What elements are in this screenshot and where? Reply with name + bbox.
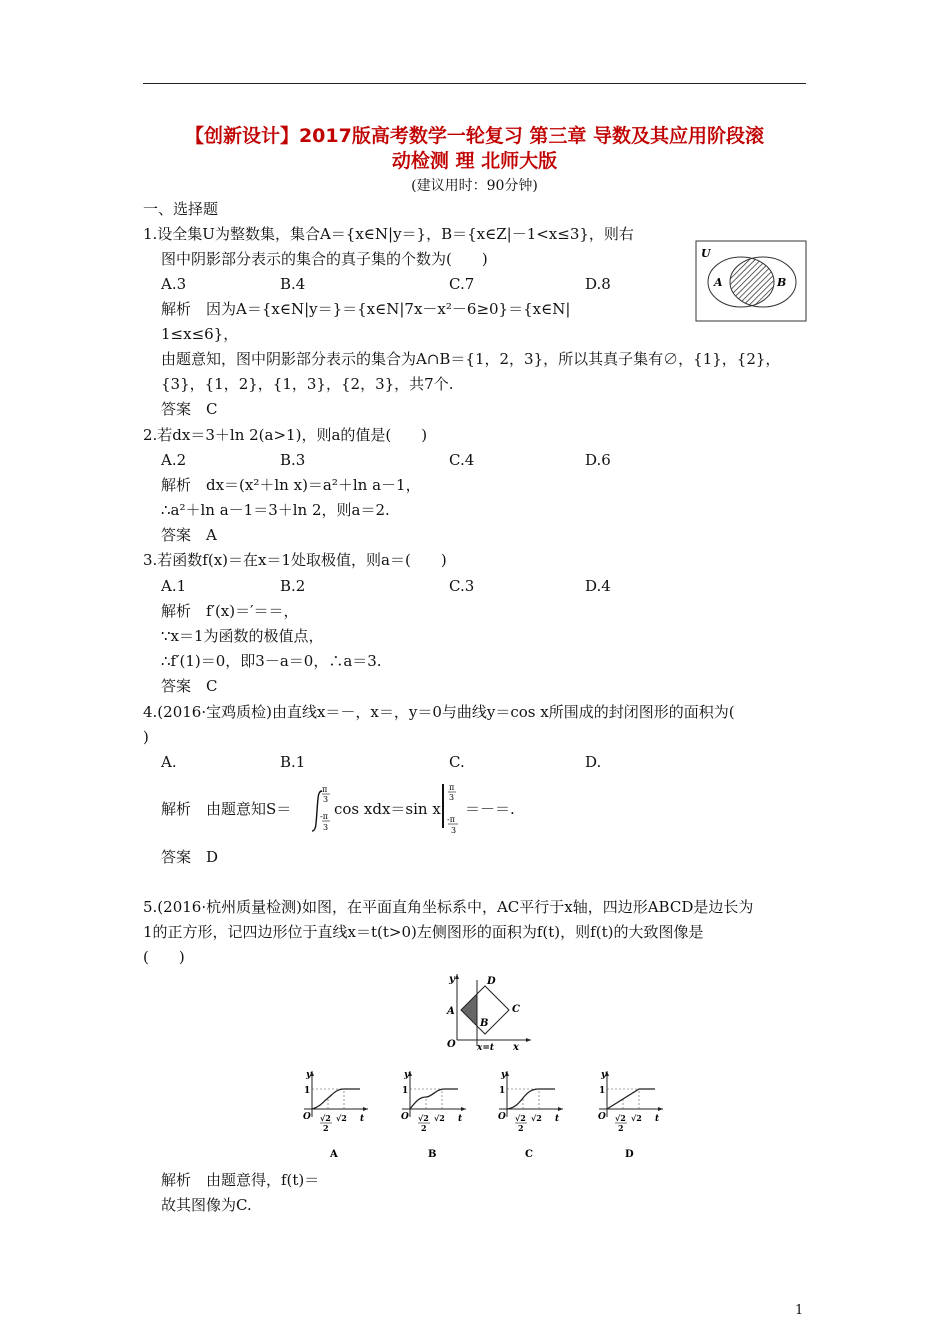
q3-option-a: A.1 bbox=[161, 577, 187, 595]
graph-option-letter: D bbox=[625, 1149, 634, 1159]
option-curve bbox=[312, 1089, 360, 1109]
option-curve bbox=[507, 1089, 555, 1109]
q1-option-a: A.3 bbox=[161, 275, 187, 293]
graph-tick2: √2 bbox=[631, 1113, 642, 1123]
graph-tick1-den: 2 bbox=[323, 1123, 329, 1133]
q1-analysis-line2: 1≤x≤6}， bbox=[161, 325, 239, 343]
graph-t-label: t bbox=[555, 1114, 560, 1124]
q2-option-c: C.4 bbox=[449, 451, 475, 469]
page-number: 1 bbox=[795, 1303, 804, 1318]
venn-label-b: B bbox=[777, 276, 787, 289]
q1-option-c: C.7 bbox=[449, 275, 475, 293]
q4-option-b: B.1 bbox=[280, 753, 306, 771]
fig-label-c: C bbox=[512, 1004, 520, 1015]
q2-analysis-line1: 解析 dx＝(x²＋ln x)＝a²＋ln a－1， bbox=[161, 476, 421, 494]
bar-upper-num: π bbox=[449, 783, 455, 792]
q4-analysis-integrand: cos xdx＝sin x bbox=[334, 800, 441, 818]
q3-stem: 3.若函数f(x)＝在x＝1处取极值，则a＝( ) bbox=[143, 551, 447, 569]
venn-label-a: A bbox=[714, 276, 723, 289]
option-graph-a bbox=[300, 1067, 372, 1159]
option-graph-d bbox=[595, 1067, 667, 1159]
section-heading: 一、选择题 bbox=[143, 200, 219, 218]
graph-tick1: √2 bbox=[615, 1113, 626, 1123]
graph-tick1: √2 bbox=[418, 1113, 429, 1123]
graph-tick1-den: 2 bbox=[421, 1123, 427, 1133]
fig-label-o: O bbox=[447, 1039, 456, 1050]
q4-option-d: D. bbox=[585, 753, 602, 771]
q5-stem-line2: 1的正方形，记四边形位于直线x＝t(t>0)左侧图形的面积为f(t)，则f(t)的大致图像是 bbox=[143, 923, 704, 941]
q1-stem-line1: 1.设全集U为整数集，集合A＝{x∈N|y＝}，B＝{x∈Z|－1<x≤3}，则右 bbox=[143, 225, 634, 243]
header-rule bbox=[143, 83, 806, 84]
graph-one-label: 1 bbox=[599, 1086, 606, 1096]
q1-analysis-line1: 解析 因为A＝{x∈N|y＝}＝{x∈N|7x－x²－6≥0}＝{x∈N| bbox=[161, 300, 571, 318]
q2-option-b: B.3 bbox=[280, 451, 306, 469]
option-curve bbox=[410, 1089, 458, 1109]
graph-option-letter: A bbox=[330, 1149, 338, 1159]
graph-y-label: y bbox=[601, 1070, 607, 1080]
option-graph-b bbox=[398, 1067, 470, 1159]
graph-tick2: √2 bbox=[531, 1113, 542, 1123]
q2-stem: 2.若dx＝3＋ln 2(a>1)，则a的值是( ) bbox=[143, 426, 428, 444]
graph-option-letter: C bbox=[525, 1149, 533, 1159]
option-curve bbox=[607, 1089, 655, 1109]
time-note: (建议用时：90分钟) bbox=[411, 178, 538, 194]
graph-t-label: t bbox=[458, 1114, 463, 1124]
graph-y-label: y bbox=[404, 1070, 410, 1080]
q1-answer: 答案 C bbox=[161, 400, 218, 418]
graph-o-label: O bbox=[401, 1112, 409, 1122]
integral-upper-num: π bbox=[322, 785, 328, 794]
document-title-line1: 【创新设计】2017版高考数学一轮复习 第三章 导数及其应用阶段滚 bbox=[184, 125, 765, 147]
graph-tick1: √2 bbox=[515, 1113, 526, 1123]
shaded-region bbox=[461, 994, 477, 1026]
graph-tick1-den: 2 bbox=[518, 1123, 524, 1133]
q4-analysis-result: ＝－＝. bbox=[465, 800, 515, 818]
q4-option-a: A. bbox=[161, 753, 177, 771]
fig-label-y: y bbox=[449, 974, 455, 985]
evaluation-bar bbox=[440, 780, 468, 840]
q1-option-d: D.8 bbox=[585, 275, 611, 293]
graph-y-label: y bbox=[306, 1070, 312, 1080]
graph-tick2: √2 bbox=[434, 1113, 445, 1123]
q4-analysis-prefix: 解析 由题意知S＝ bbox=[161, 800, 292, 818]
graph-one-label: 1 bbox=[304, 1086, 311, 1096]
graph-o-label: O bbox=[303, 1112, 311, 1122]
q5-stem-line3: ( ) bbox=[143, 948, 185, 966]
q1-analysis-line4: {3}，{1，2}，{1，3}，{2，3}，共7个. bbox=[161, 375, 454, 393]
q4-stem-line1: 4.(2016·宝鸡质检)由直线x＝－，x＝，y＝0与曲线y＝cos x所围成的封闭图形的面积为( bbox=[143, 703, 735, 721]
graph-tick2: √2 bbox=[336, 1113, 347, 1123]
q2-analysis-line2: ∴a²＋ln a－1＝3＋ln 2，则a＝2. bbox=[161, 501, 390, 519]
q1-stem-line2: 图中阴影部分表示的集合的真子集的个数为( ) bbox=[161, 250, 488, 268]
graph-tick1: √2 bbox=[320, 1113, 331, 1123]
q2-option-a: A.2 bbox=[161, 451, 187, 469]
graph-o-label: O bbox=[498, 1112, 506, 1122]
graph-option-letter: B bbox=[428, 1149, 437, 1159]
option-graph-c bbox=[495, 1067, 567, 1159]
q3-option-b: B.2 bbox=[280, 577, 306, 595]
bar-upper-den: 3 bbox=[449, 793, 455, 802]
fig-label-d: D bbox=[487, 976, 496, 987]
q2-option-d: D.6 bbox=[585, 451, 611, 469]
integral-lower-num: -π bbox=[320, 812, 328, 821]
q4-option-c: C. bbox=[449, 753, 465, 771]
document-title-line2: 动检测 理 北师大版 bbox=[391, 150, 558, 172]
q3-option-d: D.4 bbox=[585, 577, 611, 595]
q4-answer: 答案 D bbox=[161, 848, 219, 866]
q5-analysis-line2: 故其图像为C. bbox=[161, 1196, 252, 1214]
fig-label-b: B bbox=[480, 1018, 489, 1029]
graph-t-label: t bbox=[360, 1114, 365, 1124]
bar-lower-den: 3 bbox=[451, 826, 457, 835]
bar-lower-num: -π bbox=[447, 815, 455, 824]
integral-upper-den: 3 bbox=[323, 795, 329, 804]
q4-stem-line2: ) bbox=[143, 728, 149, 746]
graph-y-label: y bbox=[501, 1070, 507, 1080]
q3-option-c: C.3 bbox=[449, 577, 475, 595]
q3-analysis-line1: 解析 f′(x)＝′＝＝， bbox=[161, 602, 299, 620]
graph-tick1-den: 2 bbox=[618, 1123, 624, 1133]
graph-one-label: 1 bbox=[402, 1086, 409, 1096]
integral-sign bbox=[308, 783, 336, 839]
q1-option-b: B.4 bbox=[280, 275, 306, 293]
q3-analysis-line3: ∴f′(1)＝0，即3－a＝0，∴a＝3. bbox=[161, 652, 382, 670]
fig-label-xt: x=t bbox=[477, 1043, 495, 1052]
graph-t-label: t bbox=[655, 1114, 660, 1124]
q5-analysis-line1: 解析 由题意得，f(t)＝ bbox=[161, 1171, 320, 1189]
graph-one-label: 1 bbox=[499, 1086, 506, 1096]
q3-analysis-line2: ∵x＝1为函数的极值点， bbox=[161, 627, 324, 645]
q5-stem-line1: 5.(2016·杭州质量检测)如图，在平面直角坐标系中，AC平行于x轴，四边形ABCD是边长为 bbox=[143, 898, 754, 916]
fig-label-x: x bbox=[513, 1042, 519, 1052]
venn-diagram bbox=[695, 240, 807, 322]
fig-label-a: A bbox=[447, 1006, 455, 1017]
q3-answer: 答案 C bbox=[161, 677, 218, 695]
q1-analysis-line3: 由题意知，图中阴影部分表示的集合为A∩B＝{1，2，3}，所以其真子集有∅，{1}，{2}， bbox=[161, 350, 781, 368]
integral-lower-den: 3 bbox=[323, 823, 329, 832]
graph-o-label: O bbox=[598, 1112, 606, 1122]
square-figure bbox=[443, 970, 533, 1052]
venn-label-u: U bbox=[701, 247, 711, 260]
q2-answer: 答案 A bbox=[161, 526, 217, 544]
